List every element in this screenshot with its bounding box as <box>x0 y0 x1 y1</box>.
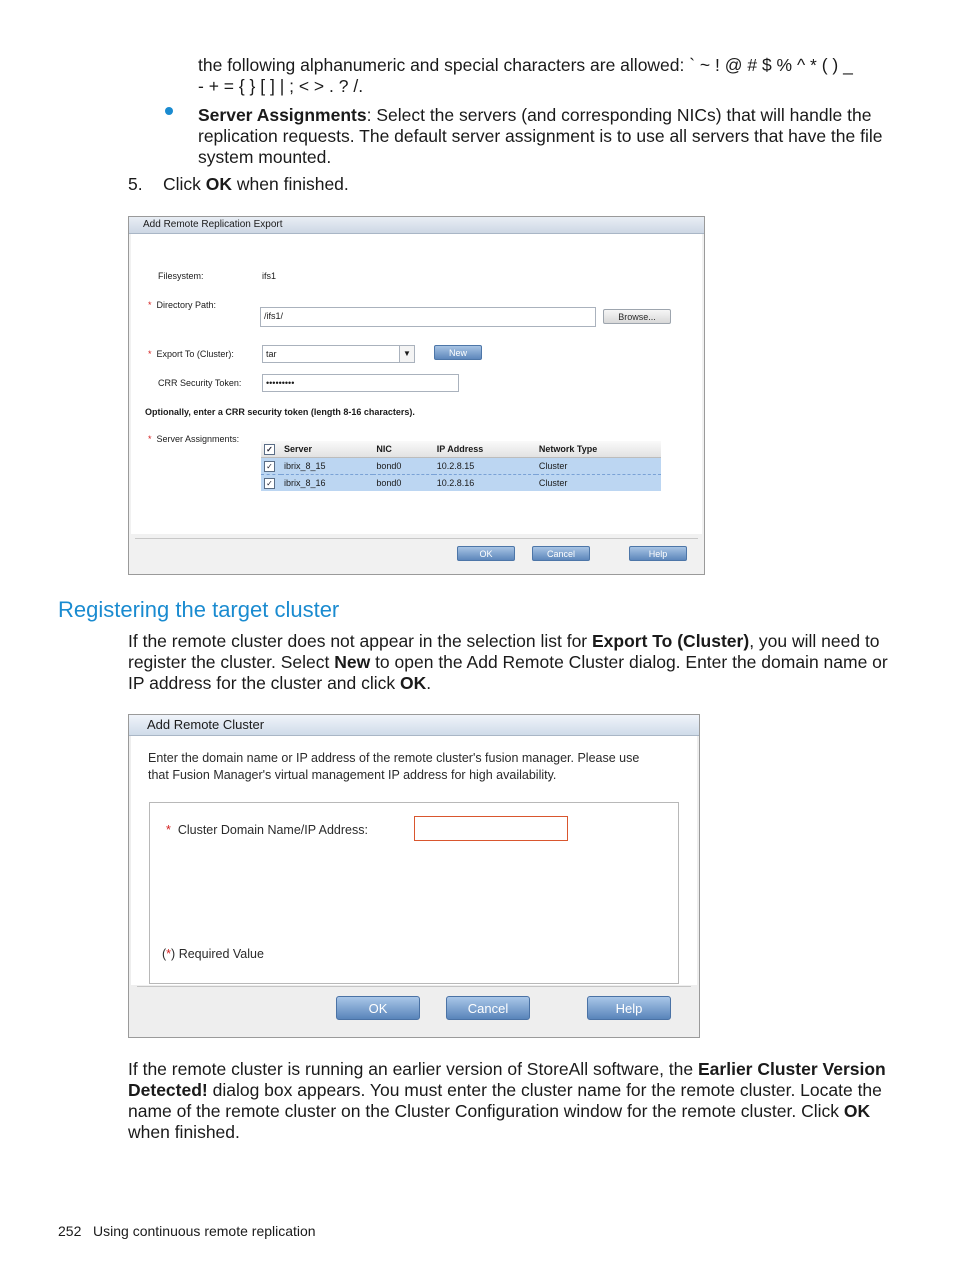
bullet-label: Server Assignments <box>198 105 367 125</box>
table-cell: Cluster <box>536 475 661 492</box>
step-5-text <box>163 174 349 195</box>
p1-b: Export To (Cluster) <box>592 631 750 651</box>
closing-a: If the remote cluster is running an earlier version of StoreAll software, the <box>128 1059 698 1079</box>
instructions-line-2: that Fusion Manager's virtual management IP address for high availability. <box>148 768 557 782</box>
section-paragraph <box>128 631 888 694</box>
server-assignments-bullet <box>198 105 888 168</box>
help-button[interactable]: Help <box>587 996 671 1020</box>
closing-c: Detected! <box>128 1080 208 1100</box>
bullet-line-2: replication requests. The default server assignment is to use all servers that have the file <box>198 126 883 146</box>
cluster-field-label-text: Cluster Domain Name/IP Address: <box>177 823 368 837</box>
dialog-title: Add Remote Replication Export <box>129 217 704 234</box>
add-remote-replication-export-dialog <box>128 216 705 575</box>
required-star-icon: * <box>166 947 172 961</box>
p1-i: . <box>426 673 432 693</box>
instructions-line-1: Enter the domain name or IP address of the remote cluster's fusion manager. Please use <box>148 751 640 765</box>
closing-f: OK <box>843 1101 871 1121</box>
closing-g: when finished. <box>128 1122 240 1142</box>
table-row[interactable] <box>261 458 661 475</box>
optional-token-note: Optionally, enter a CRR security token (length 8-16 characters). <box>145 407 415 417</box>
ok-button[interactable]: OK <box>336 996 420 1020</box>
help-button[interactable]: Help <box>629 546 687 561</box>
bullet-dot <box>165 107 173 115</box>
chevron-down-icon[interactable]: ▼ <box>399 346 414 362</box>
footer-divider <box>135 538 698 539</box>
directory-label-text: Directory Path: <box>156 300 217 310</box>
dialog-body <box>131 234 702 534</box>
select-all-cell[interactable] <box>261 441 281 458</box>
table-header-row <box>261 441 661 458</box>
table-cell: 10.2.8.15 <box>434 458 536 475</box>
cluster-form-panel <box>149 802 679 984</box>
closing-d: dialog box appears. You must enter the cluster name for the remote cluster. Locate the <box>207 1080 882 1100</box>
filesystem-label: Filesystem: <box>158 271 204 281</box>
export-cluster-value: tar <box>266 349 277 359</box>
closing-e: name of the remote cluster on the Cluster Configuration window for the remote cluster. Click <box>128 1101 844 1121</box>
p1-f: to open the Add Remote Cluster dialog. Enter the domain name or <box>370 652 888 672</box>
allowed-line-2: - + = { } [ ] | ; < > . ? /. <box>198 76 364 96</box>
server-assignments-table <box>261 441 661 491</box>
table-row[interactable] <box>261 475 661 492</box>
p1-c: , you will need to <box>749 631 880 651</box>
export-cluster-select[interactable] <box>262 345 415 363</box>
new-cluster-button[interactable]: New <box>434 345 482 360</box>
cancel-button[interactable]: Cancel <box>532 546 590 561</box>
column-header[interactable]: Server <box>281 441 373 458</box>
export-label-text: Export To (Cluster): <box>156 349 234 359</box>
column-header[interactable]: IP Address <box>434 441 536 458</box>
required-value-note: (*) Required Value <box>162 947 264 961</box>
chapter-title: Using continuous remote replication <box>93 1223 316 1239</box>
directory-label <box>148 300 216 310</box>
step-pre: Click <box>163 174 206 194</box>
closing-paragraph <box>128 1059 888 1143</box>
row-checkbox-cell[interactable] <box>261 458 281 475</box>
export-label <box>148 349 234 359</box>
required-star-icon: * <box>148 300 152 310</box>
p1-a: If the remote cluster does not appear in the selection list for <box>128 631 592 651</box>
directory-path-input[interactable]: /ifs1/ <box>260 307 596 327</box>
dialog-title: Add Remote Cluster <box>129 715 699 736</box>
step-post: when finished. <box>232 174 349 194</box>
dialog-body <box>131 736 697 985</box>
cluster-field-label <box>166 823 368 837</box>
filesystem-value: ifs1 <box>262 271 277 281</box>
bullet-line-3: system mounted. <box>198 147 332 167</box>
required-star-icon: * <box>166 823 171 837</box>
closing-b: Earlier Cluster Version <box>698 1059 886 1079</box>
browse-button[interactable]: Browse... <box>603 309 671 324</box>
column-header[interactable]: Network Type <box>536 441 661 458</box>
server-assignments-label-text: Server Assignments: <box>156 434 240 444</box>
table-cell: ibrix_8_15 <box>281 458 373 475</box>
checkbox-checked-icon[interactable]: ✓ <box>264 444 275 455</box>
allowed-characters-text <box>198 55 878 97</box>
table-cell: ibrix_8_16 <box>281 475 373 492</box>
p1-g: IP address for the cluster and click <box>128 673 401 693</box>
page-footer <box>58 1223 316 1239</box>
checkbox-checked-icon[interactable]: ✓ <box>264 478 275 489</box>
checkbox-checked-icon[interactable]: ✓ <box>264 461 275 472</box>
required-star-icon: * <box>148 349 152 359</box>
bullet-line-1: : Select the servers (and corresponding NICs) that will handle the <box>366 105 872 125</box>
server-assignments-label <box>148 434 239 444</box>
footer-divider <box>137 986 691 987</box>
table-cell: 10.2.8.16 <box>434 475 536 492</box>
allowed-line-1: the following alphanumeric and special characters are allowed: ` ~ ! @ # $ % ^ * ( ) _ <box>198 55 853 75</box>
row-checkbox-cell[interactable] <box>261 475 281 492</box>
section-heading: Registering the target cluster <box>58 597 340 622</box>
token-label: CRR Security Token: <box>158 378 242 388</box>
p1-e: New <box>334 652 371 672</box>
required-value-text: Required Value <box>175 947 264 961</box>
cancel-button[interactable]: Cancel <box>446 996 530 1020</box>
table-cell: bond0 <box>373 458 433 475</box>
required-star-icon: * <box>148 434 152 444</box>
step-ok: OK <box>205 174 233 194</box>
ok-button[interactable]: OK <box>457 546 515 561</box>
add-remote-cluster-dialog <box>128 714 700 1038</box>
column-header[interactable]: NIC <box>373 441 433 458</box>
p1-h: OK <box>400 673 427 693</box>
table-cell: Cluster <box>536 458 661 475</box>
security-token-input[interactable]: ••••••••• <box>262 374 459 392</box>
cluster-domain-input[interactable] <box>414 816 568 841</box>
page-number: 252 <box>58 1223 82 1239</box>
table-cell: bond0 <box>373 475 433 492</box>
step-number: 5. <box>128 174 143 194</box>
p1-d: register the cluster. Select <box>128 652 335 672</box>
